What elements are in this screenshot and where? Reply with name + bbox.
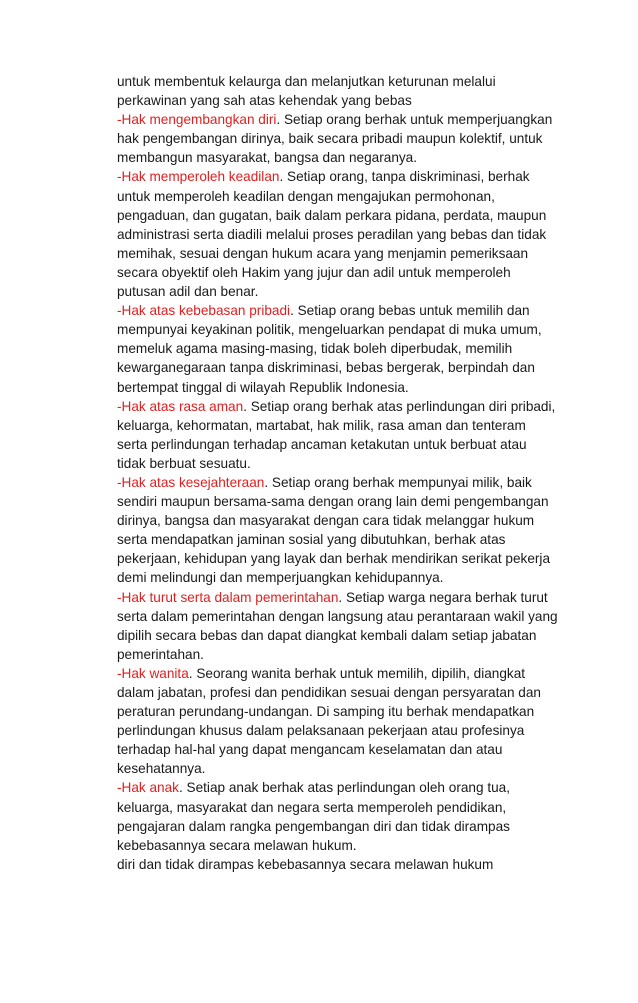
text-line: dipilih secara bebas dan dapat diangkat kembali dalam setiap jabatan bbox=[117, 627, 537, 643]
text-line: untuk membentuk kelaurga dan melanjutkan keturunan melalui bbox=[117, 74, 496, 89]
text-line: -Hak wanita. Seorang wanita berhak untuk memilih, dipilih, diangkat bbox=[117, 665, 526, 681]
document-body bbox=[117, 72, 577, 874]
text-line: serta mendapatkan jaminan sosial yang dibutuhkan, berhak atas bbox=[117, 532, 506, 548]
text-line: memihak, sesuai dengan hukum acara yang menjamin pemeriksaan bbox=[117, 245, 529, 261]
text-line: diri dan tidak dirampas kebebasannya secara melawan hukum bbox=[117, 856, 494, 872]
text-line: pengaduan, dan gugatan, baik dalam perkara pidana, perdata, maupun bbox=[117, 207, 547, 223]
text-line: peraturan perundang-undangan. Di samping itu berhak mendapatkan bbox=[117, 704, 535, 720]
text-line: dirinya, bangsa dan masyarakat dengan cara tidak melanggar hukum bbox=[117, 513, 535, 529]
section-heading: -Hak wanita bbox=[117, 665, 189, 681]
text-line: -Hak mengembangkan diri. Setiap orang berhak untuk memperjuangkan bbox=[117, 112, 553, 128]
section-heading: -Hak anak bbox=[117, 780, 179, 796]
text-line: -Hak turut serta dalam pemerintahan. Setiap warga negara berhak turut bbox=[117, 589, 548, 605]
text-line: bertempat tinggal di wilayah Republik Indonesia. bbox=[117, 379, 409, 395]
text-line: pengajaran dalam rangka pengembangan diri dan tidak dirampas bbox=[117, 818, 510, 834]
section-heading: -Hak mengembangkan diri bbox=[117, 112, 277, 128]
text-line: kebebasannya secara melawan hukum. bbox=[117, 837, 357, 853]
text-line: pemerintahan. bbox=[117, 646, 204, 662]
text-line: serta perlindungan terhadap ancaman ketakutan untuk berbuat atau bbox=[117, 436, 527, 452]
text-line: putusan adil dan benar. bbox=[117, 284, 259, 300]
text-line: sendiri maupun bersama-sama dengan orang lain demi pengembangan bbox=[117, 494, 549, 510]
text-line: kesehatannya. bbox=[117, 761, 206, 777]
text-line: memeluk agama masing-masing, tidak boleh diperbudak, memilih bbox=[117, 341, 513, 357]
text-line: -Hak atas kebebasan pribadi. Setiap orang bebas untuk memilih dan bbox=[117, 303, 530, 319]
text-line: dalam jabatan, profesi dan pendidikan sesuai dengan persyaratan dan bbox=[117, 685, 541, 700]
text-line: hak pengembangan dirinya, baik secara pribadi maupun kolektif, untuk bbox=[117, 131, 543, 147]
text-line: -Hak anak. Setiap anak berhak atas perlindungan oleh orang tua, bbox=[117, 780, 510, 796]
text-line: secara obyektif oleh Hakim yang jujur dan adil untuk memperoleh bbox=[117, 264, 511, 280]
text-line: tidak berbuat sesuatu. bbox=[117, 455, 251, 471]
text-line: kewarganegaraan tanpa diskriminasi, bebas bergerak, berpindah dan bbox=[117, 360, 535, 376]
section-heading: -Hak turut serta dalam pemerintahan bbox=[117, 589, 339, 605]
section-heading: -Hak atas kesejahteraan bbox=[117, 474, 265, 490]
text-line: -Hak atas rasa aman. Setiap orang berhak atas perlindungan diri pribadi, bbox=[117, 398, 556, 414]
text-line: keluarga, kehormatan, martabat, hak milik, rasa aman dan tenteram bbox=[117, 417, 526, 433]
text-line: membangun masyarakat, bangsa dan negaranya. bbox=[117, 150, 418, 166]
text-line: serta dalam pemerintahan dengan langsung atau perantaraan wakil yang bbox=[117, 608, 558, 624]
text-line: terhadap hal-hal yang dapat mengancam keselamatan dan atau bbox=[117, 742, 503, 758]
text-line: pekerjaan, kehidupan yang layak dan berhak mendirikan serikat pekerja bbox=[117, 551, 551, 567]
text-line: -Hak memperoleh keadilan. Setiap orang, tanpa diskriminasi, berhak bbox=[117, 169, 530, 185]
text-line: mempunyai keyakinan politik, mengeluarkan pendapat di muka umum, bbox=[117, 322, 542, 338]
text-line: keluarga, masyarakat dan negara serta memperoleh pendidikan, bbox=[117, 799, 507, 815]
text-line: administrasi serta diadili melalui proses peradilan yang bebas dan tidak bbox=[117, 226, 547, 242]
text-line: -Hak atas kesejahteraan. Setiap orang berhak mempunyai milik, baik bbox=[117, 474, 532, 490]
section-heading: -Hak memperoleh keadilan bbox=[117, 169, 280, 185]
text-line: perlindungan khusus dalam pelaksanaan pekerjaan atau profesinya bbox=[117, 723, 525, 739]
section-heading: -Hak atas rasa aman bbox=[117, 398, 244, 414]
section-heading: -Hak atas kebebasan pribadi bbox=[117, 303, 291, 319]
text-line: untuk memperoleh keadilan dengan mengajukan permohonan, bbox=[117, 188, 495, 204]
text-line: demi melindungi dan memperjuangkan kehidupannya. bbox=[117, 570, 444, 586]
text-line: perkawinan yang sah atas kehendak yang bebas bbox=[117, 93, 412, 109]
